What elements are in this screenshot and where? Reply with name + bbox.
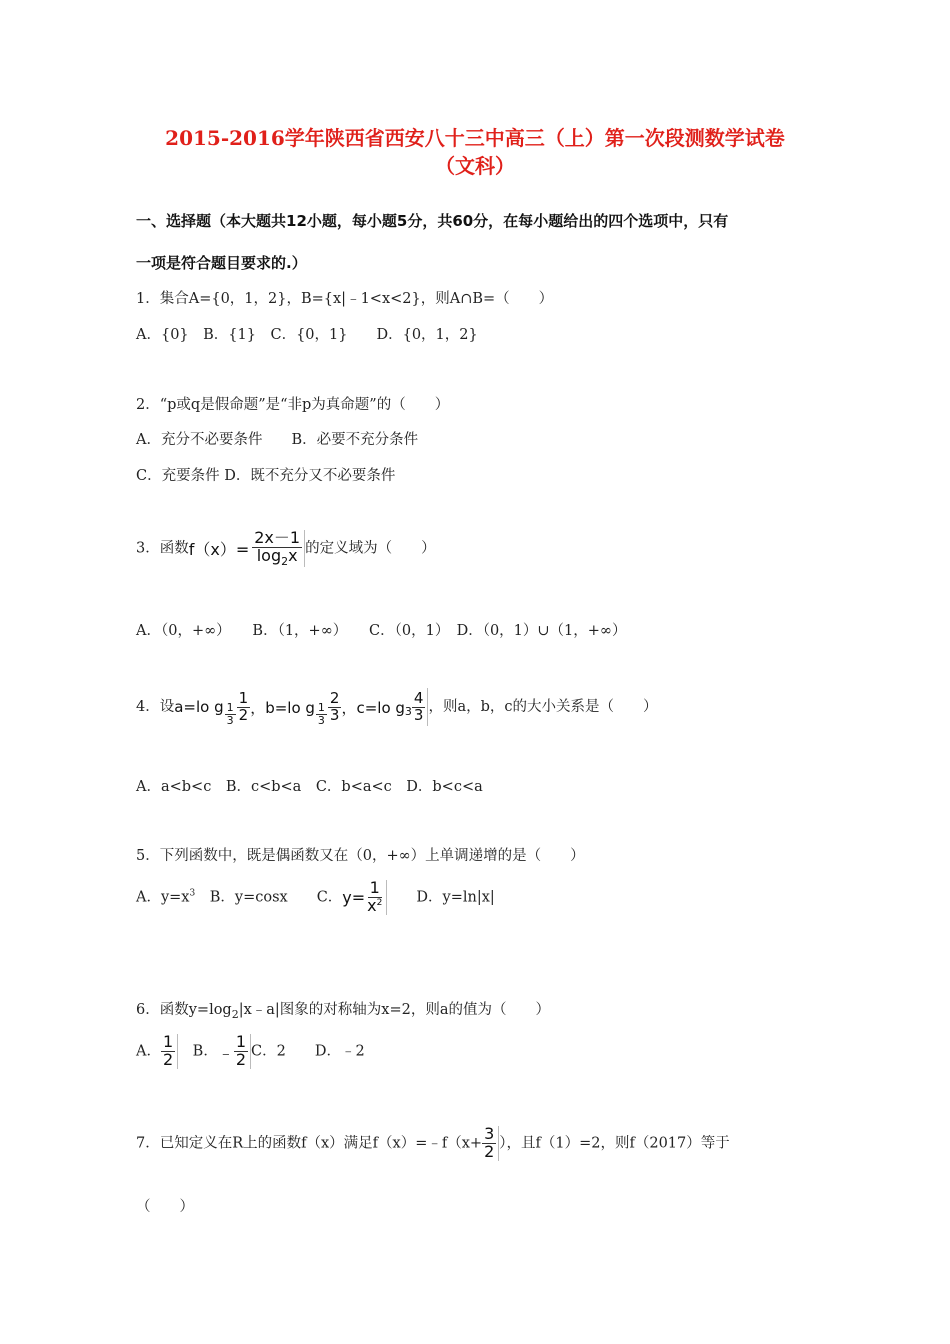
question-3-stem <box>136 530 436 567</box>
question-3-formula <box>189 530 305 567</box>
question-7-answer-paren: （ ） <box>136 1199 194 1215</box>
question-6-stem: 6．函数$y=\log_2|x﹣a|$图象的对称轴为x=2，则a的值为（ ） <box>136 1002 551 1021</box>
question-7-stem: 7．已知定义在R上的函数f（x）满足f（x）=﹣f（x+ $\frac{3}{2}$ ），且f（1）=2，则f（2017）等于 <box>136 1124 730 1161</box>
log-arg-fraction: $\frac{1}{2}$ <box>238 688 249 724</box>
question-3-options: A．（0，+∞） B．（1，+∞） C．（0，1） D．（0，1）∪（1，+∞） <box>136 623 627 639</box>
formula-fraction <box>252 530 302 567</box>
option-a-fraction: $\frac{1}{2}$ <box>161 1034 178 1069</box>
question-1-options: A．{0} B．{1} C．{0，1} D．{0，1，2} <box>136 327 478 343</box>
question-2-options-1: A．充分不必要条件 B．必要不充分条件 <box>136 432 419 448</box>
question-4-formula: a=lo g $\frac{1}{3}$ $\frac{1}{2}$ ，b=lo g $\frac{1}{3}$ $\frac{2}{3}$ ，c=lo g 3 $\frac{4}{3}$ <box>174 688 428 726</box>
question-3-prefix: 3．函数 <box>136 540 189 557</box>
log-arg-fraction: $\frac{4}{3}$ <box>413 688 424 724</box>
question-6-options: A． $\frac{1}{2}$ B． ﹣ $\frac{1}{2}$ C．2 D．﹣2 <box>136 1032 365 1069</box>
question-5-option-c-formula: y= $\frac{1}{x^2}$ <box>342 880 387 915</box>
question-4-prefix: 4．设 <box>136 699 175 716</box>
fraction-numerator: 2x－1 <box>254 528 301 547</box>
question-5-stem: 5．下列函数中，既是偶函数又在（0，+∞）上单调递增的是（ ） <box>136 848 585 864</box>
question-3-suffix: 的定义域为（ ） <box>305 540 436 557</box>
section-heading: 一、选择题（本大题共12小题，每小题5分，共60分，在每小题给出的四个选项中，只有 <box>136 212 729 230</box>
question-4-suffix: ，则a，b，c的大小关系是（ ） <box>428 699 658 716</box>
exam-title: 2015-2016学年陕西省西安八十三中高三（上）第一次段测数学试卷 <box>165 126 785 150</box>
question-4-stem <box>136 688 658 726</box>
fraction-denominator: $\log_2x$ <box>256 545 298 568</box>
log-base-fraction: $\frac{1}{3}$ <box>317 701 325 727</box>
question-7-fraction: $\frac{3}{2}$ <box>482 1126 499 1161</box>
log-arg-fraction: $\frac{2}{3}$ <box>329 688 340 724</box>
question-2-options-2: C．充要条件 D．既不充分又不必要条件 <box>136 468 396 484</box>
formula-label: f（x）= <box>188 540 250 560</box>
question-4-options: A．a<b<c B．c<b<a C．b<a<c D．b<c<a <box>136 779 483 795</box>
option-b-fraction: ﹣ $\frac{1}{2}$ <box>218 1034 251 1069</box>
question-1-stem: 1．集合A={0，1，2}，B={x|﹣1<x<2}，则A∩B=（ ） <box>136 291 554 307</box>
log-base-fraction: $\frac{1}{3}$ <box>226 701 234 727</box>
question-2-stem: 2．“p或q是假命题”是“非p为真命题”的（ ） <box>136 397 450 413</box>
section-heading-cont: 一项是符合题目要求的.） <box>136 254 307 272</box>
question-5-options: A．$y=x^3$ B．y=cosx C． y= $\frac{1}{x^2}$ D．y=ln|x| <box>136 878 495 915</box>
exam-subtitle: （文科） <box>435 154 515 178</box>
